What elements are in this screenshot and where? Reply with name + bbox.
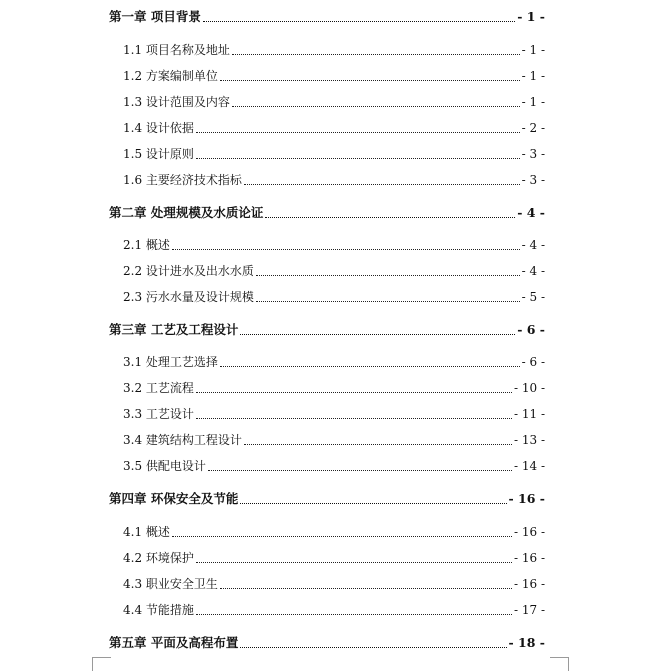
toc-section-3-2[interactable]: [123, 379, 545, 397]
toc-section-4-1[interactable]: [123, 523, 545, 541]
toc-dot-leader: [232, 105, 520, 107]
toc-page-number: - 4 -: [521, 238, 545, 252]
toc-section-2-2[interactable]: [123, 262, 545, 280]
toc-page-number: - 1 -: [521, 69, 545, 83]
toc-page-number: - 1 -: [521, 43, 545, 57]
toc-entry-title: 3.1 处理工艺选择: [123, 355, 218, 369]
toc-entry-title: 第五章 平面及高程布置: [109, 635, 239, 650]
toc-dot-leader: [244, 443, 512, 445]
toc-page-number: - 6 -: [517, 322, 545, 337]
toc-entry-title: 1.5 设计原则: [123, 147, 194, 161]
toc-dot-leader: [256, 274, 520, 276]
page-corner-mark-left: [92, 657, 111, 671]
toc-entry-title: 1.1 项目名称及地址: [123, 43, 230, 57]
toc-page-number: - 16 -: [513, 577, 545, 591]
toc-section-3-1[interactable]: [123, 353, 545, 371]
toc-entry-title: 3.3 工艺设计: [123, 407, 194, 421]
toc-page-number: - 16 -: [513, 525, 545, 539]
toc-section-3-5[interactable]: [123, 457, 545, 475]
toc-section-3-4[interactable]: [123, 431, 545, 449]
toc-section-1-4[interactable]: [123, 119, 545, 137]
toc-dot-leader: [240, 646, 506, 648]
toc-section-1-5[interactable]: [123, 145, 545, 163]
toc-entry-title: 2.1 概述: [123, 238, 170, 252]
toc-dot-leader: [220, 365, 520, 367]
toc-section-2-3[interactable]: [123, 288, 545, 306]
toc-section-1-3[interactable]: [123, 93, 545, 111]
toc-section-2-1[interactable]: [123, 236, 545, 254]
toc-dot-leader: [240, 333, 515, 335]
toc-dot-leader: [220, 587, 512, 589]
toc-dot-leader: [196, 131, 520, 133]
toc-dot-leader: [265, 216, 515, 218]
toc-entry-title: 第四章 环保安全及节能: [109, 491, 239, 506]
toc-page-number: - 16 -: [508, 491, 545, 506]
toc-section-4-4[interactable]: [123, 601, 545, 619]
page-corner-mark-right: [550, 657, 569, 671]
toc-entry-title: 4.3 职业安全卫生: [123, 577, 218, 591]
toc-section-3-3[interactable]: [123, 405, 545, 423]
toc-entry-title: 3.5 供配电设计: [123, 459, 206, 473]
toc-page-number: - 18 -: [508, 635, 545, 650]
toc-chapter-3[interactable]: [109, 321, 545, 339]
toc-dot-leader: [196, 417, 512, 419]
toc-page-number: - 4 -: [517, 205, 545, 220]
toc-entry-title: 3.2 工艺流程: [123, 381, 194, 395]
toc-entry-title: 第一章 项目背景: [109, 9, 201, 24]
toc-dot-leader: [196, 391, 512, 393]
toc-dot-leader: [208, 469, 512, 471]
toc-entry-title: 1.3 设计范围及内容: [123, 95, 230, 109]
toc-dot-leader: [232, 53, 520, 55]
toc-chapter-1[interactable]: [109, 8, 545, 26]
toc-entry-title: 1.2 方案编制单位: [123, 69, 218, 83]
toc-entry-title: 1.6 主要经济技术指标: [123, 173, 242, 187]
toc-dot-leader: [256, 300, 520, 302]
toc-page-number: - 1 -: [521, 95, 545, 109]
toc-chapter-5[interactable]: [109, 634, 545, 652]
toc-dot-leader: [203, 20, 515, 22]
toc-chapter-2[interactable]: [109, 204, 545, 222]
toc-page-number: - 1 -: [517, 9, 545, 24]
toc-dot-leader: [172, 248, 520, 250]
toc-dot-leader: [244, 183, 520, 185]
toc-dot-leader: [220, 79, 520, 81]
toc-entry-title: 4.4 节能措施: [123, 603, 194, 617]
toc-entry-title: 4.2 环境保护: [123, 551, 194, 565]
toc-page-number: - 17 -: [513, 603, 545, 617]
toc-section-4-3[interactable]: [123, 575, 545, 593]
toc-page-number: - 2 -: [521, 121, 545, 135]
toc-dot-leader: [196, 561, 512, 563]
toc-chapter-4[interactable]: [109, 490, 545, 508]
toc-entry-title: 2.2 设计进水及出水水质: [123, 264, 254, 278]
toc-section-1-2[interactable]: [123, 67, 545, 85]
toc-page-number: - 11 -: [513, 407, 545, 421]
toc-dot-leader: [172, 535, 512, 537]
toc-page-number: - 13 -: [513, 433, 545, 447]
toc-entry-title: 2.3 污水水量及设计规模: [123, 290, 254, 304]
toc-entry-title: 3.4 建筑结构工程设计: [123, 433, 242, 447]
toc-dot-leader: [240, 502, 506, 504]
toc-entry-title: 4.1 概述: [123, 525, 170, 539]
toc-page-number: - 3 -: [521, 173, 545, 187]
toc-page-number: - 6 -: [521, 355, 545, 369]
toc-dot-leader: [196, 613, 512, 615]
toc-page-number: - 16 -: [513, 551, 545, 565]
toc-dot-leader: [196, 157, 520, 159]
toc-page-number: - 14 -: [513, 459, 545, 473]
toc-page-number: - 5 -: [521, 290, 545, 304]
toc-entry-title: 第三章 工艺及工程设计: [109, 322, 239, 337]
toc-section-1-6[interactable]: [123, 171, 545, 189]
toc-page-number: - 10 -: [513, 381, 545, 395]
toc-section-4-2[interactable]: [123, 549, 545, 567]
toc-entry-title: 1.4 设计依据: [123, 121, 194, 135]
toc-entry-title: 第二章 处理规模及水质论证: [109, 205, 264, 220]
toc-page-number: - 4 -: [521, 264, 545, 278]
toc-section-1-1[interactable]: [123, 41, 545, 59]
toc-page-number: - 3 -: [521, 147, 545, 161]
